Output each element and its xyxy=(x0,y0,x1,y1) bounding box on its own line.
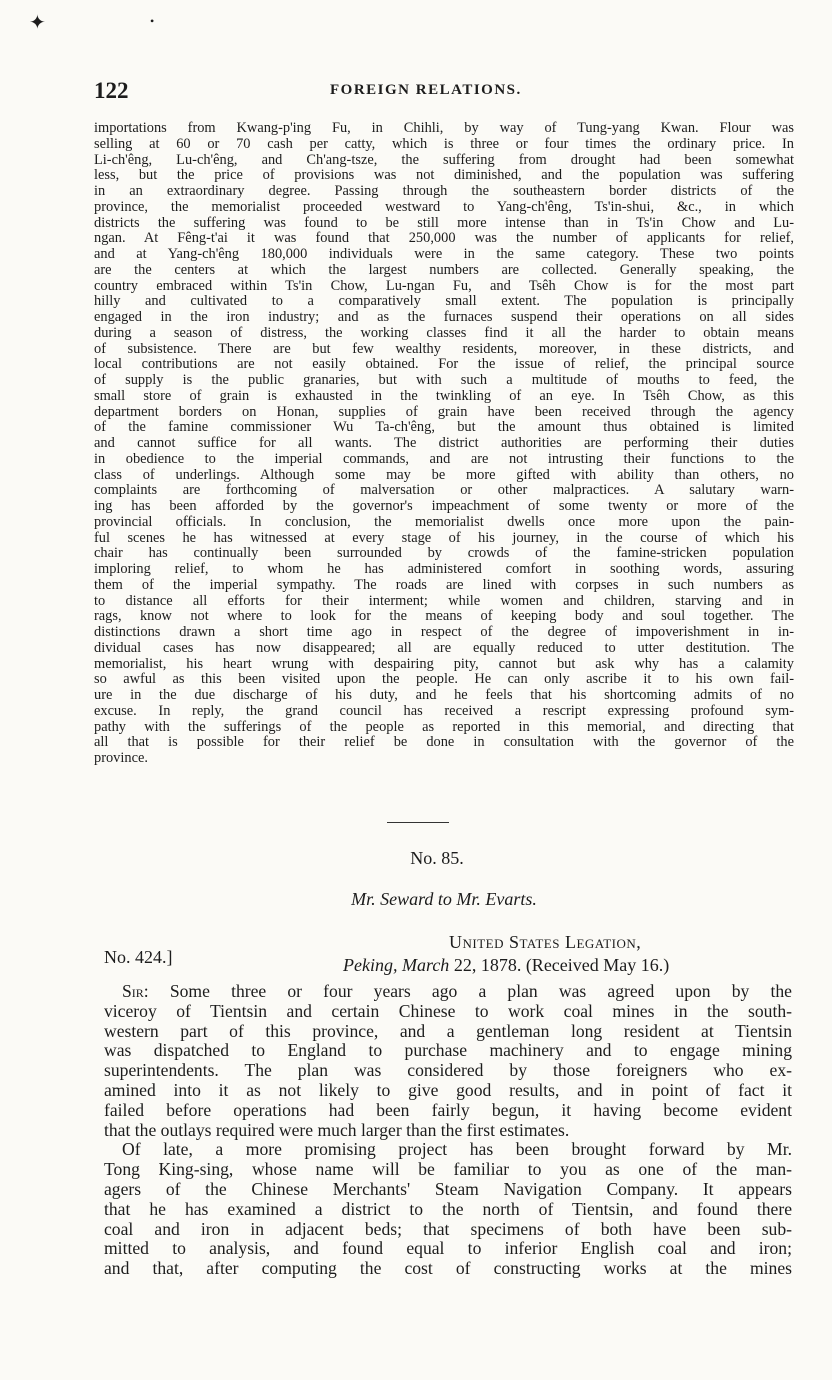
text-line: province, the memorialist proceeded westward to Yang-ch'êng, Ts'in-shui, &c., in which xyxy=(94,198,794,215)
text-line: in obedience to the imperial commands, and are not intrusting their functions to the xyxy=(94,450,794,467)
text-line: Li-ch'êng, Lu-ch'êng, and Ch'ang-tsze, the suffering from drought had been somewhat xyxy=(94,151,794,168)
text-line: superintendents. The plan was considered by those foreigners who ex- xyxy=(104,1060,792,1081)
text-line: excuse. In reply, the grand council has received a rescript expressing profound sym- xyxy=(94,702,794,719)
text-line: complaints are forthcoming of malversation or other malpractices. A salutary warn- xyxy=(94,482,794,499)
dispatch-number: No. 424.] xyxy=(104,947,173,967)
text-line: Tong King-sing, whose name will be familiar to you as one of the man- xyxy=(104,1159,792,1180)
running-head xyxy=(94,78,794,104)
text-line: selling at 60 or 70 cash per catty, which is three or four times the ordinary price. In xyxy=(94,135,794,152)
text-line: country embraced within Ts'in Chow, Lu-ngan Fu, and Tsêh Chow is for the most part xyxy=(94,277,794,294)
letter-text xyxy=(104,982,792,1279)
text-line-content: Some three or four years ago a plan was agreed upon by the xyxy=(148,981,792,1001)
place: Peking, xyxy=(343,955,398,975)
text-line: in an extraordinary degree. Passing through the southeastern border districts of the xyxy=(94,183,794,199)
page-heading: FOREIGN RELATIONS. xyxy=(330,82,522,98)
text-line: ing has been afforded by the governor's impeachment of some twenty or more of the xyxy=(94,498,794,514)
text-line: are the centers at which the largest numbers are collected. Generally speaking, the xyxy=(94,261,794,278)
text-line: western part of this province, and a gentleman long resident at Tientsin xyxy=(104,1020,792,1041)
memorial-text xyxy=(94,121,794,767)
text-line: imploring relief, to whom he has administered comfort in soothing words, assuring xyxy=(94,561,794,577)
text-line: that he has examined a district to the north of Tientsin, and found there xyxy=(104,1198,792,1219)
text-line: ngan. At Fêng-t'ai it was found that 250,000 was the number of applicants for relief, xyxy=(94,230,794,247)
text-line: so awful as this been visited upon the people. He can only ascribe it to his own fail- xyxy=(94,671,794,688)
text-line: small store of grain is exhausted in the twinkling of an eye. In Tsêh Chow, as this xyxy=(94,387,794,404)
text-line: ful scenes he has witnessed at every stage of his journey, in the course of which his xyxy=(94,529,794,546)
text-line: during a season of distress, the working classes find it all the harder to obtain means xyxy=(94,324,794,341)
margin-mark: ✦ xyxy=(29,12,46,34)
text-line: amined into it as not likely to give good results, and in point of fact it xyxy=(104,1079,792,1100)
text-line: importations from Kwang-p'ing Fu, in Chihli, by way of Tung-yang Kwan. Flour was xyxy=(94,120,794,136)
text-line: pathy with the sufferings of the people as reported in this memorial, and directing that xyxy=(94,718,794,735)
text-line: ure in the due discharge of his duty, and he feels that his shortcoming admits of no xyxy=(94,687,794,703)
text-line: less, but the price of provisions was not diminished, and the population was suffering xyxy=(94,167,794,184)
text-line: rags, know not where to look for the means of keeping body and soul together. The xyxy=(94,608,794,625)
date-day-year: 22, 1878. xyxy=(449,955,522,975)
text-line: mitted to analysis, and found equal to inferior English coal and iron; xyxy=(104,1238,792,1259)
text-line: engaged in the iron industry; and as the furnaces suspend their operations on all sides xyxy=(94,309,794,325)
text-line: of the famine commissioner Wu Ta-ch'êng, but the amount thus obtained is limited xyxy=(94,419,794,436)
text-line: hilly and cultivated to a comparatively small extent. The population is principally xyxy=(94,293,794,310)
received-date: (Received May 16.) xyxy=(525,955,670,975)
text-line: failed before operations had been fairly begun, it having become evident xyxy=(104,1099,792,1120)
text-line: coal and iron in adjacent beds; that specimens of both have been sub- xyxy=(104,1218,792,1239)
page-number: 122 xyxy=(94,78,129,103)
text-line: that the outlays required were much larger than the first estimates. xyxy=(104,1119,570,1140)
section-rule xyxy=(387,822,449,823)
text-line: department borders on Honan, supplies of grain have been received through the agency xyxy=(94,403,794,420)
place-date xyxy=(343,955,669,976)
margin-dot: • xyxy=(150,14,155,28)
text-line: class of underlings. Although some may be more gifted with ability than others, no xyxy=(94,466,794,483)
salutation: Sir: xyxy=(122,981,149,1001)
text-line: chair has continually been surrounded by crowds of the famine-stricken population xyxy=(94,545,794,562)
text-line: to distance all efforts for their interment; while women and children, starving and in xyxy=(94,592,794,609)
text-line xyxy=(104,982,792,1002)
text-line: of subsistence. There are but few wealthy residents, moreover, in these districts, and xyxy=(94,340,794,357)
text-line: agers of the Chinese Merchants' Steam Navigation Company. It appears xyxy=(104,1178,792,1199)
sender-line: United States Legation, xyxy=(449,932,642,952)
date-month: March xyxy=(401,955,450,975)
text-line: distinctions drawn a short time ago in respect of the degree of impoverishment in in- xyxy=(94,624,794,640)
text-line: districts the suffering was found to be still more intense than in Ts'in Chow and Lu- xyxy=(94,214,794,231)
text-line: them of the imperial sympathy. The roads are lined with corpses in such numbers as xyxy=(94,576,794,593)
text-line: and that, after computing the cost of constructing works at the mines xyxy=(104,1258,792,1279)
text-line: dividual cases has now disappeared; all are equally reduced to utter destitution. The xyxy=(94,639,794,656)
text-line: and cannot suffice for all wants. The district authorities are performing their duties xyxy=(94,435,794,451)
text-line: and at Yang-ch'êng 180,000 individuals were in the same category. These two points xyxy=(94,246,794,262)
text-line: of supply is the public granaries, but with such a multitude of mouths to feed, the xyxy=(94,372,794,388)
document-title: Mr. Seward to Mr. Evarts. xyxy=(351,889,537,909)
text-line: province. xyxy=(94,750,148,766)
text-line: was dispatched to England to purchase machinery and to engage mining xyxy=(104,1040,792,1061)
text-line: viceroy of Tientsin and certain Chinese to work coal mines in the south- xyxy=(104,1000,792,1021)
text-line: Of late, a more promising project has been brought forward by Mr. xyxy=(122,1139,792,1160)
text-line: provincial officials. In conclusion, the memorialist dwells once more upon the pain- xyxy=(94,513,794,530)
text-line: all that is possible for their relief be done in consultation with the governor of the xyxy=(94,734,794,751)
text-line: memorialist, his heart wrung with despairing pity, cannot but ask why has a calamity xyxy=(94,655,794,672)
document-number: No. 85. xyxy=(410,848,464,868)
text-line: local contributions are not easily obtained. For the issue of relief, the principal source xyxy=(94,356,794,373)
